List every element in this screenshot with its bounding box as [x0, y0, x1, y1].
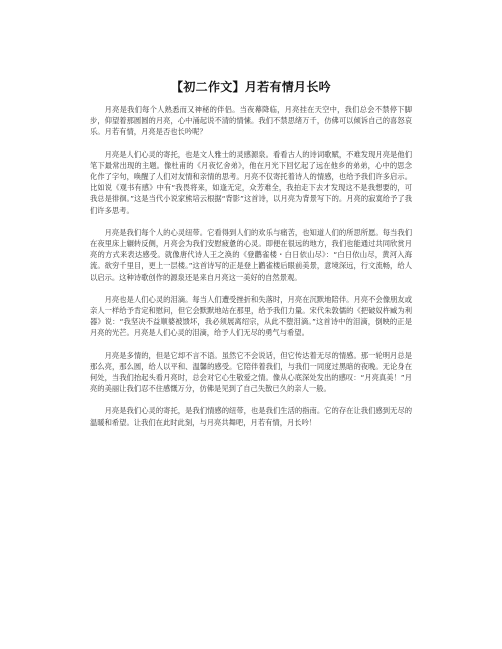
paragraph-5: 月亮是多情的，但是它却不言不语。虽然它不会说话，但它传达着无尽的情感。那一轮明月总是那么亮，那么圆，给人以平和、温馨的感受。它陪伴着我们，与我们一同度过黑暗的夜晚。无论身在何处，当我们抬起头看月亮时，总会对它心生敬爱之情。像从心底深处发出的感叹：“月亮真美！”月亮的美丽让我们忍不住感慨万分，仿佛是见到了自己失散已久的亲人一般。 — [90, 350, 412, 394]
paragraph-3: 月亮是我们每个人的心灵纽带。它看得到人们的欢乐与痛苦，也知道人们的所思所愿。每当我们在夜里床上辗转反侧，月亮会为我们安慰疲惫的心灵。即便在很远的地方，我们也能通过共同欣赏月亮的方式来表达感受。就像唐代诗人王之涣的《登鹳雀楼・白日依山尽》：“白日依山尽，黄河入海流。欲穷千里目，更上一层楼。”这首诗写的正是登上鹳雀楼后眼前美景，意境深远，行文流畅，给人以启示。这种诗歌创作的源泉还是来自月亮这一美好的自然景观。 — [90, 227, 412, 282]
paragraph-2: 月亮是人们心灵的寄托，也是文人雅士的灵感源泉。看看古人的诗词歌赋，不难发现月亮是他们笔下最常出现的主题。像杜甫的《月夜忆舍弟》，他在月光下回忆起了远在他乡的弟弟，心中的思念化作了字句，唤醒了人们对友情和亲情的思考。月亮不仅寄托着诗人的情感，也给予我们许多启示。比如说《观书有感》中有“我畏将来，如逢无定，众芳难全，我拍走下去才发现这不是我想要的，可我总是徘徊。”这是当代小说家熊培云根据“背影”这首诗，以月亮为背景写下的。月亮的寂寞给予了我们许多思考。 — [90, 149, 412, 215]
article-body — [90, 104, 412, 439]
paragraph-1: 月亮是我们每个人熟悉而又神秘的伴侣。当夜幕降临，月亮挂在天空中，我们总会不禁停下脚步，仰望着那圆圆的月亮，心中涌起说不清的情愫。我们不禁思绪万千，仿佛可以倾诉自己的喜怒哀乐。月若有情，月亮是否也长吟呢？ — [90, 105, 412, 137]
article-title: 【初二作文】月若有情月长吟 — [171, 80, 331, 94]
paragraph-6: 月亮是我们心灵的寄托，是我们情感的纽带，也是我们生活的指南。它的存在让我们感到无尽的温暖和希望。让我们在此时此刻，与月亮共舞吧，月若有情，月长吟！ — [90, 406, 412, 427]
paragraph-4: 月亮也是人们心灵的泪滴。每当人们遭受挫折和失落时，月亮在沉默地陪伴。月亮不会像朋友或亲人一样给予肯定和慰问，但它会默默地站在那里，给予我们力量。宋代朱敦儒的《把破奴杵臧为利器》说：“我坚决不益顺婆被馈坏，我必须展离绍宗，从此不堕泪滴。”这首诗中的泪滴，倒映的正是月亮的光芒。月亮是人们心灵的泪滴，给予人们无尽的勇气与希望。 — [90, 294, 412, 338]
